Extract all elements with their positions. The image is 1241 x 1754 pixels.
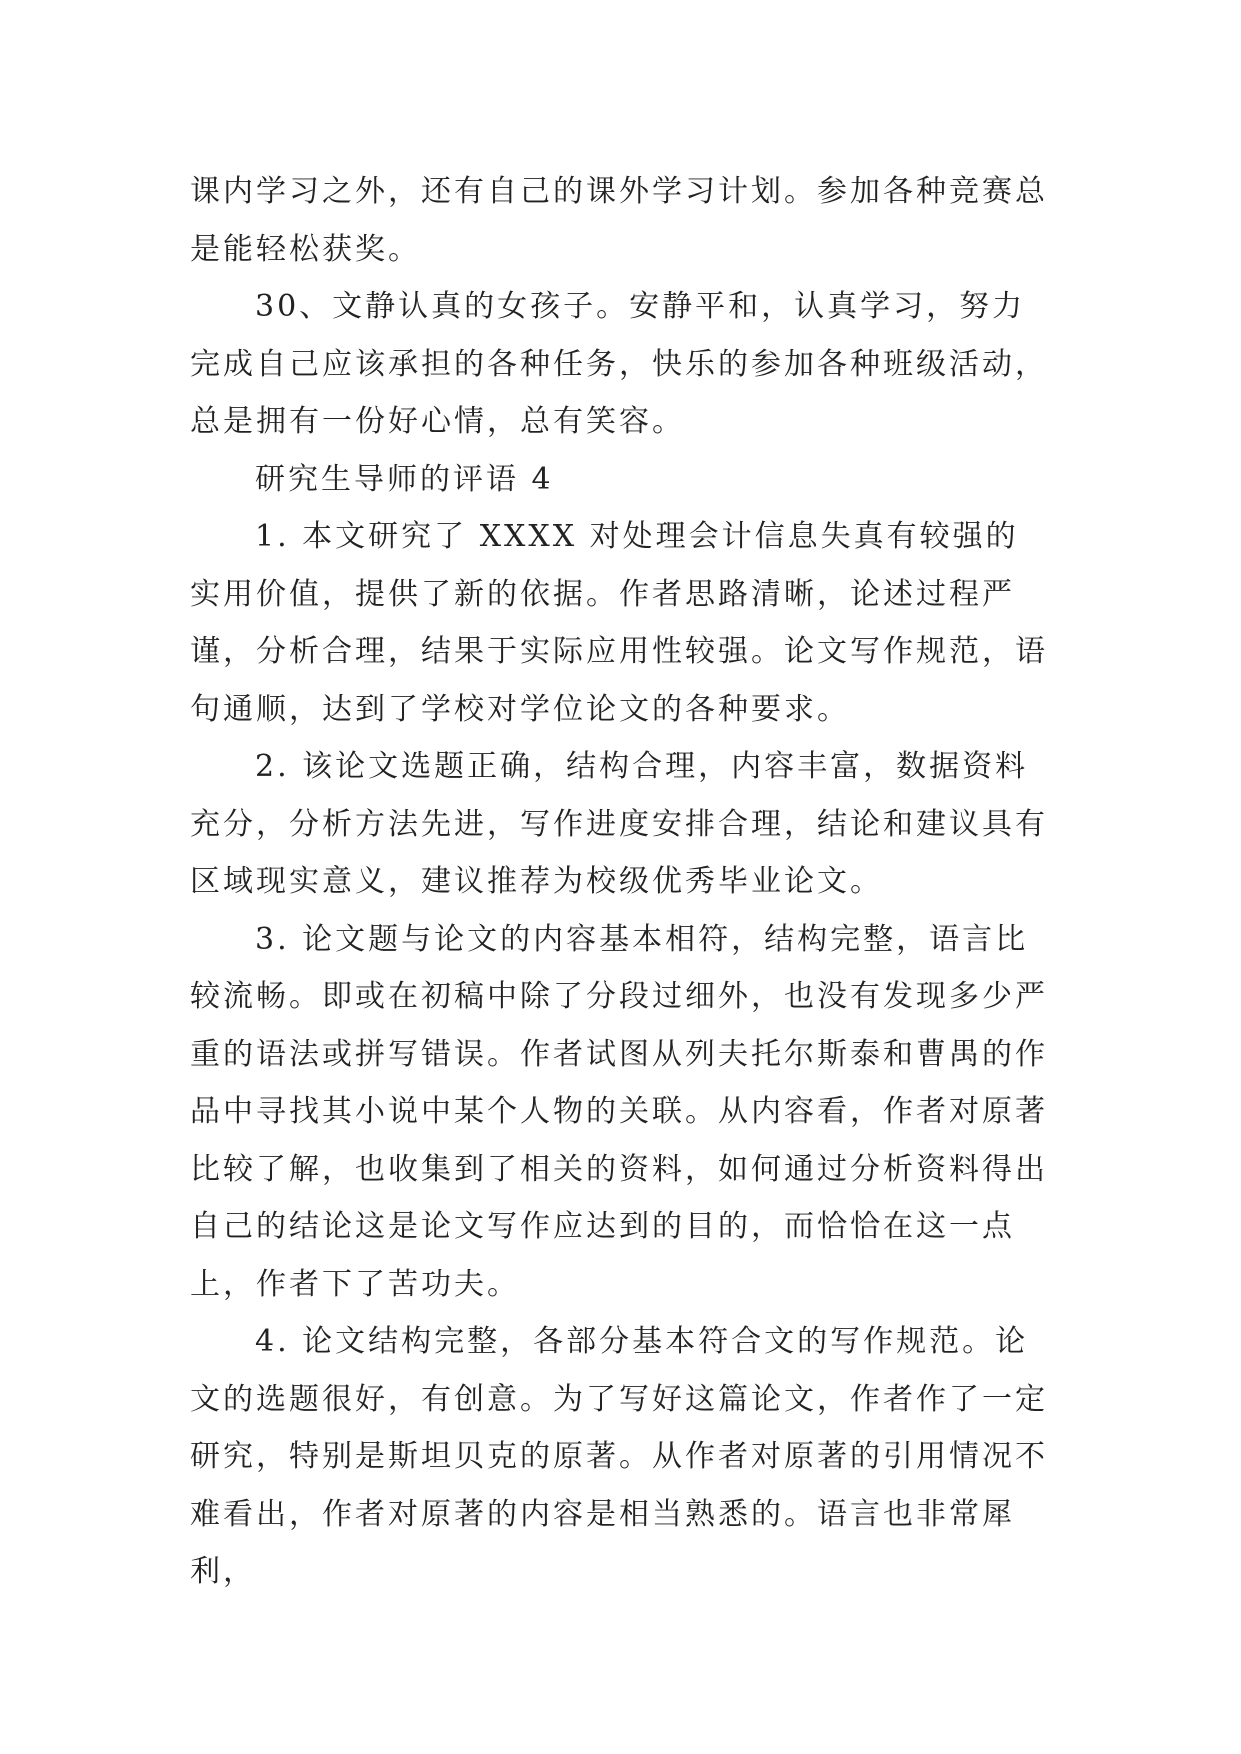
review-item-4: 4. 论文结构完整，各部分基本符合文的写作规范。论文的选题很好，有创意。为了写好这篇论文，作者作了一定研究，特别是斯坦贝克的原著。从作者对原著的引用情况不难看出，作者对原著的内容是相当熟悉的。语言也非常犀利， <box>190 1324 1048 1589</box>
review-item-2: 2. 该论文选题正确，结构合理，内容丰富，数据资料充分，分析方法先进，写作进度安排合理，结论和建议具有区域现实意义，建议推荐为校级优秀毕业论文。 <box>190 749 1048 899</box>
document-body <box>190 163 1050 1601</box>
section-heading: 研究生导师的评语 4 <box>255 461 554 497</box>
paragraph-item-30: 30、文静认真的女孩子。安静平和，认真学习，努力完成自己应该承担的各种任务，快乐的参加各种班级活动，总是拥有一份好心情，总有笑容。 <box>190 289 1048 439</box>
review-item-3: 3. 论文题与论文的内容基本相符，结构完整，语言比较流畅。即或在初稿中除了分段过细外，也没有发现多少严重的语法或拼写错误。作者试图从列夫托尔斯泰和曹禺的作品中寻找其小说中某个人物的关联。从内容看，作者对原著比较了解，也收集到了相关的资料，如何通过分析资料得出自己的结论这是论文写作应达到的目的，而恰恰在这一点上，作者下了苦功夫。 <box>190 921 1048 1302</box>
paragraph-continued: 课内学习之外，还有自己的课外学习计划。参加各种竞赛总是能轻松获奖。 <box>190 174 1048 267</box>
review-item-1: 1. 本文研究了 XXXX 对处理会计信息失真有较强的实用价值，提供了新的依据。作者思路清晰，论述过程严谨，分析合理，结果于实际应用性较强。论文写作规范，语句通顺，达到了学校对学位论文的各种要求。 <box>190 519 1048 727</box>
